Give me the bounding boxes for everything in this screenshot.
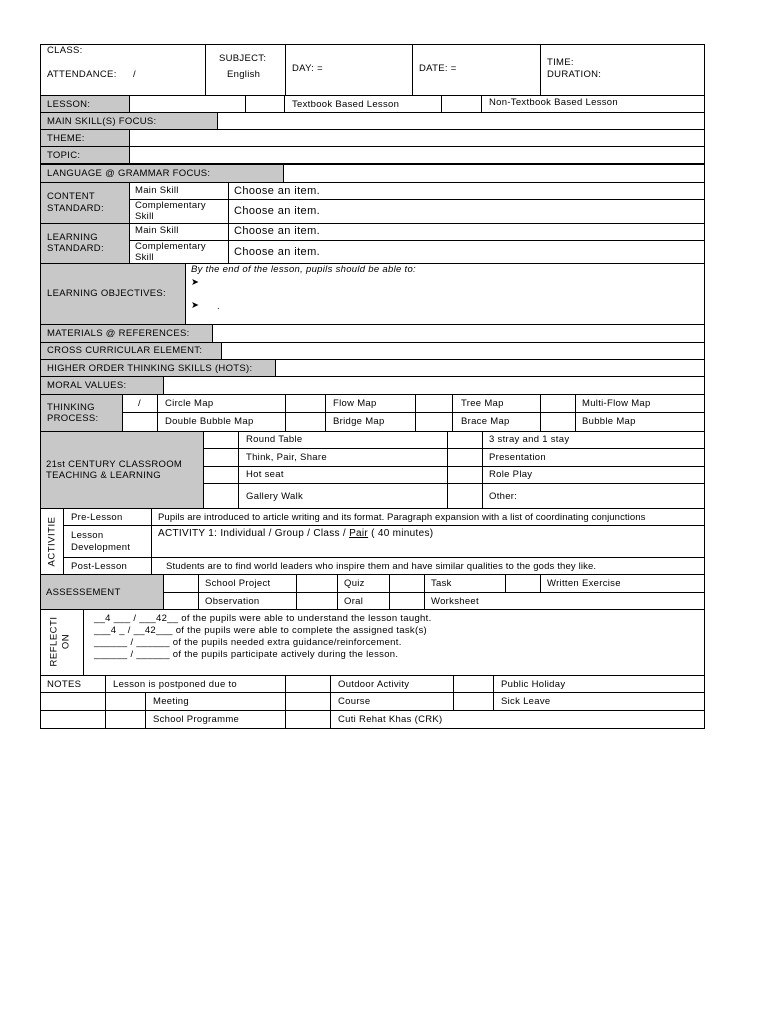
subject-value: English bbox=[227, 69, 261, 80]
bubble-map-label: Bubble Map bbox=[582, 416, 636, 427]
course-checkbox[interactable] bbox=[285, 692, 331, 711]
grammar-label: LANGUAGE @ GRAMMAR FOCUS: bbox=[47, 168, 211, 179]
reflection-line-2: ___4 _ / __42___ of the pupils were able to complete the assigned task(s) bbox=[94, 625, 427, 636]
development-text-b: ( 40 minutes) bbox=[368, 528, 434, 539]
learning-comp-skill-label-1: Complementary bbox=[135, 241, 206, 252]
century-label-1: 21st CENTURY CLASSROOM bbox=[46, 459, 183, 470]
round-table-checkbox[interactable] bbox=[203, 431, 239, 449]
content-standard-label-2: STANDARD: bbox=[47, 203, 104, 214]
thinking-label-1: THINKING bbox=[47, 402, 95, 413]
outdoor-activity-label: Outdoor Activity bbox=[338, 679, 410, 690]
thinking-label-2: PROCESS: bbox=[47, 413, 99, 424]
materials-value-cell[interactable] bbox=[212, 324, 705, 343]
learning-comp-skill-choice[interactable]: Choose an item. bbox=[234, 246, 321, 258]
public-holiday-label: Public Holiday bbox=[501, 679, 566, 690]
notes-blank-cell-1 bbox=[40, 692, 106, 711]
hots-value-cell[interactable] bbox=[275, 359, 705, 377]
three-stray-label: 3 stray and 1 stay bbox=[489, 434, 570, 445]
hots-label: HIGHER ORDER THINKING SKILLS (HOTS): bbox=[47, 363, 253, 374]
objectives-intro: By the end of the lesson, pupils should be able to: bbox=[191, 264, 416, 275]
century-label-2: TEACHING & LEARNING bbox=[46, 470, 161, 481]
task-checkbox[interactable] bbox=[389, 574, 425, 593]
school-programme-checkbox[interactable] bbox=[105, 710, 146, 729]
theme-value-cell[interactable] bbox=[129, 129, 705, 147]
task-label: Task bbox=[431, 578, 452, 589]
outdoor-activity-checkbox[interactable] bbox=[285, 675, 331, 693]
bubble-map-checkbox[interactable] bbox=[540, 412, 576, 432]
main-skill-value-cell[interactable] bbox=[217, 112, 705, 130]
learning-comp-skill-label-2: Skill bbox=[135, 252, 154, 263]
activities-vertical-label: ACTIVITIE bbox=[46, 516, 58, 567]
grammar-value-cell[interactable] bbox=[283, 164, 705, 183]
moral-values-value-cell[interactable] bbox=[163, 376, 705, 395]
school-project-checkbox[interactable] bbox=[163, 574, 199, 593]
double-bubble-map-label: Double Bubble Map bbox=[165, 416, 254, 427]
multi-flow-map-label: Multi-Flow Map bbox=[582, 398, 651, 409]
topic-value-cell[interactable] bbox=[129, 146, 705, 164]
development-label-1: Lesson bbox=[71, 530, 104, 541]
other-label: Other: bbox=[489, 491, 518, 502]
subject-label: SUBJECT: bbox=[219, 53, 267, 64]
oral-checkbox[interactable] bbox=[296, 592, 338, 610]
materials-label: MATERIALS @ REFERENCES: bbox=[47, 328, 190, 339]
postponed-label: Lesson is postponed due to bbox=[113, 679, 237, 690]
sick-leave-label: Sick Leave bbox=[501, 696, 551, 707]
bridge-map-checkbox[interactable] bbox=[285, 412, 326, 432]
non-textbook-checkbox[interactable] bbox=[441, 95, 482, 113]
textbook-option-label: Textbook Based Lesson bbox=[292, 99, 400, 110]
hot-seat-checkbox[interactable] bbox=[203, 466, 239, 484]
lesson-label: LESSON: bbox=[47, 99, 91, 110]
gallery-walk-checkbox[interactable] bbox=[203, 483, 239, 509]
reflection-line-3: ______ / ______ of the pupils needed extra guidance/reinforcement. bbox=[94, 637, 402, 648]
textbook-checkbox[interactable] bbox=[245, 95, 285, 113]
learning-main-skill-label: Main Skill bbox=[135, 225, 179, 236]
role-play-checkbox[interactable] bbox=[447, 466, 483, 484]
public-holiday-checkbox[interactable] bbox=[453, 675, 494, 693]
school-project-label: School Project bbox=[205, 578, 271, 589]
learning-standard-label-1: LEARNING bbox=[47, 232, 98, 243]
development-label-2: Development bbox=[71, 542, 131, 553]
development-text-a: ACTIVITY 1: Individual / Group / Class / bbox=[158, 528, 350, 539]
three-stray-checkbox[interactable] bbox=[447, 431, 483, 449]
moral-values-label: MORAL VALUES: bbox=[47, 380, 127, 391]
meeting-checkbox[interactable] bbox=[105, 692, 146, 711]
think-pair-share-checkbox[interactable] bbox=[203, 448, 239, 467]
objective-bullet-2: ➤ bbox=[191, 300, 200, 311]
content-comp-skill-label-2: Skill bbox=[135, 211, 154, 222]
assessment-label: ASSESSEMENT bbox=[46, 587, 121, 598]
hot-seat-label: Hot seat bbox=[246, 469, 284, 480]
meeting-label: Meeting bbox=[153, 696, 189, 707]
quiz-checkbox[interactable] bbox=[296, 574, 338, 593]
notes-blank-cell-2 bbox=[40, 710, 106, 729]
quiz-label: Quiz bbox=[344, 578, 365, 589]
development-text-pair: Pair bbox=[349, 528, 369, 539]
cross-curricular-value-cell[interactable] bbox=[221, 342, 705, 360]
attendance-label: ATTENDANCE: bbox=[47, 69, 117, 80]
circle-map-label: Circle Map bbox=[165, 398, 214, 409]
observation-checkbox[interactable] bbox=[163, 592, 199, 610]
school-programme-label: School Programme bbox=[153, 714, 240, 725]
objective-bullet-1: ➤ bbox=[191, 277, 200, 288]
reflection-vertical-label-1: REFLECTI bbox=[48, 616, 60, 667]
main-skill-label: MAIN SKILL(S) FOCUS: bbox=[47, 116, 157, 127]
written-exercise-label: Written Exercise bbox=[547, 578, 621, 589]
post-lesson-label: Post-Lesson bbox=[71, 561, 128, 572]
worksheet-checkbox[interactable] bbox=[389, 592, 425, 610]
tree-map-checkbox[interactable] bbox=[415, 394, 453, 413]
content-comp-skill-choice[interactable]: Choose an item. bbox=[234, 205, 321, 217]
class-label: CLASS: bbox=[47, 45, 83, 56]
think-pair-share-label: Think, Pair, Share bbox=[246, 452, 327, 463]
circle-map-mark: / bbox=[138, 398, 141, 409]
reflection-line-1: __4 ___ / ___42__ of the pupils were able to understand the lesson taught. bbox=[94, 613, 432, 624]
pre-lesson-text: Pupils are introduced to article writing and its format. Paragraph expansion with a list of coordinating conjunctions bbox=[158, 512, 646, 523]
non-textbook-option-label: Non-Textbook Based Lesson bbox=[489, 97, 618, 108]
reflection-vertical-label-2: ON bbox=[60, 633, 72, 650]
round-table-label: Round Table bbox=[246, 434, 303, 445]
learning-main-skill-choice[interactable]: Choose an item. bbox=[234, 225, 321, 237]
written-exercise-checkbox[interactable] bbox=[505, 574, 541, 593]
attendance-separator: / bbox=[133, 69, 136, 80]
day-label: DAY: = bbox=[292, 63, 323, 74]
observation-label: Observation bbox=[205, 596, 260, 607]
content-comp-skill-label-1: Complementary bbox=[135, 200, 206, 211]
flow-map-checkbox[interactable] bbox=[285, 394, 326, 413]
bridge-map-label: Bridge Map bbox=[333, 416, 385, 427]
notes-label: NOTES bbox=[47, 679, 82, 690]
presentation-label: Presentation bbox=[489, 452, 546, 463]
duration-label: DURATION: bbox=[547, 69, 602, 80]
other-checkbox[interactable] bbox=[447, 483, 483, 509]
development-text bbox=[158, 528, 433, 539]
objective-dot: . bbox=[217, 301, 220, 312]
date-label: DATE: = bbox=[419, 63, 457, 74]
learning-standard-label-2: STANDARD: bbox=[47, 243, 104, 254]
cross-curricular-label: CROSS CURRICULAR ELEMENT: bbox=[47, 345, 203, 356]
worksheet-label: Worksheet bbox=[431, 596, 479, 607]
theme-label: THEME: bbox=[47, 133, 85, 144]
crk-checkbox[interactable] bbox=[285, 710, 331, 729]
multi-flow-map-checkbox[interactable] bbox=[540, 394, 576, 413]
sick-leave-checkbox[interactable] bbox=[453, 692, 494, 711]
topic-label: TOPIC: bbox=[47, 150, 81, 161]
gallery-walk-label: Gallery Walk bbox=[246, 491, 304, 502]
reflection-line-4: ______ / ______ of the pupils participate actively during the lesson. bbox=[94, 649, 399, 660]
tree-map-label: Tree Map bbox=[461, 398, 504, 409]
crk-label: Cuti Rehat Khas (CRK) bbox=[338, 714, 443, 725]
content-main-skill-label: Main Skill bbox=[135, 185, 179, 196]
content-standard-label-1: CONTENT bbox=[47, 191, 96, 202]
content-main-skill-choice[interactable]: Choose an item. bbox=[234, 185, 321, 197]
time-label: TIME: bbox=[547, 57, 574, 68]
brace-map-label: Brace Map bbox=[461, 416, 510, 427]
lesson-value-cell[interactable] bbox=[129, 95, 246, 113]
brace-map-checkbox[interactable] bbox=[415, 412, 453, 432]
oral-label: Oral bbox=[344, 596, 364, 607]
post-lesson-text: Students are to find world leaders who inspire them and have similar qualities to the gods they like. bbox=[166, 561, 597, 572]
presentation-checkbox[interactable] bbox=[447, 448, 483, 467]
objectives-label: LEARNING OBJECTIVES: bbox=[47, 288, 166, 299]
pre-lesson-label: Pre-Lesson bbox=[71, 512, 123, 523]
flow-map-label: Flow Map bbox=[333, 398, 377, 409]
double-bubble-map-checkbox[interactable] bbox=[122, 412, 158, 432]
role-play-label: Role Play bbox=[489, 469, 533, 480]
course-label: Course bbox=[338, 696, 371, 707]
